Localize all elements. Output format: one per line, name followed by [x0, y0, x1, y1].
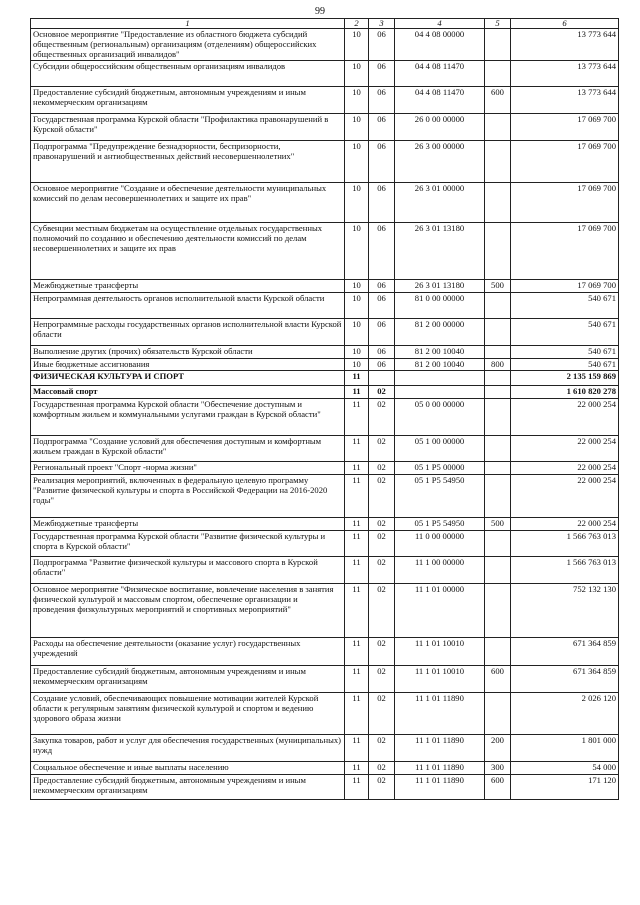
subsection-code-cell: 02	[369, 398, 395, 435]
table-row	[31, 761, 619, 774]
amount-cell: 540 671	[511, 358, 619, 370]
expense-name-cell: Предоставление субсидий бюджетным, автономным учреждениям и иным некоммерческим организациям	[31, 665, 345, 692]
target-article-cell	[395, 370, 485, 385]
table-row	[31, 140, 619, 182]
expense-name-cell: Социальное обеспечение и иные выплаты населению	[31, 761, 345, 774]
expense-name-cell: ФИЗИЧЕСКАЯ КУЛЬТУРА И СПОРТ	[31, 370, 345, 385]
section-code-cell: 11	[345, 637, 369, 665]
table-row	[31, 474, 619, 517]
expense-type-cell: 600	[485, 774, 511, 799]
expense-name-cell: Иные бюджетные ассигнования	[31, 358, 345, 370]
amount-cell: 17 069 700	[511, 113, 619, 140]
expense-name-cell: Основное мероприятие "Создание и обеспечение деятельности муниципальных комиссий по делам несовершеннолетних и защите их прав"	[31, 182, 345, 222]
table-row	[31, 279, 619, 292]
expense-name-cell: Предоставление субсидий бюджетным, автономным учреждениям и иным некоммерческим организациям	[31, 774, 345, 799]
target-article-cell: 11 1 01 11890	[395, 734, 485, 761]
expense-type-cell	[485, 182, 511, 222]
target-article-cell: 04 4 08 11470	[395, 60, 485, 86]
section-code-cell: 10	[345, 292, 369, 318]
subsection-code-cell: 02	[369, 474, 395, 517]
expense-type-cell	[485, 385, 511, 398]
expense-name-cell: Основное мероприятие "Физическое воспитание, вовлечение населения в занятия физической культурой и массовым спортом, обеспечение организации и проведения физкультурных мероприятий и спортивных мероприятий"	[31, 583, 345, 637]
expense-type-cell: 600	[485, 665, 511, 692]
target-article-cell: 04 4 08 00000	[395, 29, 485, 61]
table-row	[31, 29, 619, 61]
target-article-cell: 81 2 00 10040	[395, 358, 485, 370]
subsection-code-cell: 02	[369, 530, 395, 556]
table-row	[31, 556, 619, 583]
section-code-cell: 11	[345, 461, 369, 474]
section-code-cell: 10	[345, 140, 369, 182]
expense-name-cell: Основное мероприятие "Предоставление из областного бюджета субсидий общественным (региональным) организациям (отделениям) общероссийских общественных организаций инвалидов"	[31, 29, 345, 61]
expense-name-cell: Непрограммные расходы государственных органов исполнительной власти Курской области	[31, 318, 345, 345]
amount-cell: 1 566 763 013	[511, 530, 619, 556]
expense-name-cell: Межбюджетные трансферты	[31, 517, 345, 530]
amount-cell: 13 773 644	[511, 29, 619, 61]
expense-type-cell	[485, 222, 511, 279]
target-article-cell: 11 0 00 00000	[395, 530, 485, 556]
section-code-cell: 11	[345, 774, 369, 799]
target-article-cell	[395, 385, 485, 398]
subsection-code-cell: 02	[369, 692, 395, 734]
expense-type-cell	[485, 292, 511, 318]
expense-name-cell: Субвенции местным бюджетам на осуществление отдельных государственных полномочий по созданию и обеспечению деятельности комиссий по делам несовершеннолетних и защите их прав	[31, 222, 345, 279]
subsection-code-cell: 02	[369, 385, 395, 398]
section-code-cell: 11	[345, 583, 369, 637]
expense-type-cell	[485, 556, 511, 583]
section-code-cell: 10	[345, 318, 369, 345]
subsection-code-cell: 02	[369, 461, 395, 474]
expense-name-cell: Региональный проект "Спорт -норма жизни"	[31, 461, 345, 474]
expense-name-cell: Закупка товаров, работ и услуг для обеспечения государственных (муниципальных) нужд	[31, 734, 345, 761]
amount-cell: 17 069 700	[511, 182, 619, 222]
column-number: 2	[345, 19, 369, 29]
subsection-code-cell: 06	[369, 318, 395, 345]
expense-name-cell: Государственная программа Курской области "Развитие физической культуры и спорта в Курской области"	[31, 530, 345, 556]
expense-type-cell	[485, 530, 511, 556]
section-code-cell: 10	[345, 182, 369, 222]
target-article-cell: 26 0 00 00000	[395, 113, 485, 140]
table-row	[31, 385, 619, 398]
section-code-cell: 11	[345, 435, 369, 461]
table-row	[31, 734, 619, 761]
subsection-code-cell: 02	[369, 517, 395, 530]
section-code-cell: 11	[345, 734, 369, 761]
expense-name-cell: Субсидии общероссийским общественным организациям инвалидов	[31, 60, 345, 86]
amount-cell: 1 566 763 013	[511, 556, 619, 583]
expense-type-cell	[485, 692, 511, 734]
amount-cell: 171 120	[511, 774, 619, 799]
amount-cell: 752 132 130	[511, 583, 619, 637]
subsection-code-cell: 06	[369, 358, 395, 370]
expense-name-cell: Реализация мероприятий, включенных в федеральную целевую программу "Развитие физической культуры и спорта в Российской Федерации на 2016-2020 годы"	[31, 474, 345, 517]
target-article-cell: 11 1 01 11890	[395, 761, 485, 774]
table-row	[31, 530, 619, 556]
expense-name-cell: Расходы на обеспечение деятельности (оказание услуг) государственных учреждений	[31, 637, 345, 665]
target-article-cell: 26 3 01 13180	[395, 222, 485, 279]
target-article-cell: 26 3 01 00000	[395, 182, 485, 222]
table-row	[31, 86, 619, 113]
subsection-code-cell: 02	[369, 583, 395, 637]
section-code-cell: 11	[345, 398, 369, 435]
amount-cell: 1 801 000	[511, 734, 619, 761]
amount-cell: 13 773 644	[511, 86, 619, 113]
section-code-cell: 10	[345, 279, 369, 292]
subsection-code-cell: 02	[369, 556, 395, 583]
amount-cell: 22 000 254	[511, 398, 619, 435]
table-row	[31, 692, 619, 734]
table-row	[31, 637, 619, 665]
table-row	[31, 222, 619, 279]
column-number: 3	[369, 19, 395, 29]
section-code-cell: 10	[345, 358, 369, 370]
section-code-cell: 10	[345, 60, 369, 86]
subsection-code-cell: 06	[369, 86, 395, 113]
expense-type-cell	[485, 140, 511, 182]
table-row	[31, 182, 619, 222]
expense-name-cell: Подпрограмма "Создание условий для обеспечения доступным и комфортным жильем граждан в Курской области"	[31, 435, 345, 461]
target-article-cell: 26 3 01 13180	[395, 279, 485, 292]
amount-cell: 17 069 700	[511, 279, 619, 292]
expense-type-cell: 800	[485, 358, 511, 370]
expense-name-cell: Межбюджетные трансферты	[31, 279, 345, 292]
expense-type-cell: 600	[485, 86, 511, 113]
amount-cell: 540 671	[511, 292, 619, 318]
target-article-cell: 05 1 00 00000	[395, 435, 485, 461]
expense-type-cell	[485, 583, 511, 637]
expense-type-cell: 500	[485, 517, 511, 530]
subsection-code-cell: 06	[369, 182, 395, 222]
target-article-cell: 11 1 01 11890	[395, 692, 485, 734]
amount-cell: 13 773 644	[511, 60, 619, 86]
expense-type-cell	[485, 318, 511, 345]
target-article-cell: 11 1 01 10010	[395, 637, 485, 665]
table-body	[31, 29, 619, 800]
expense-name-cell: Предоставление субсидий бюджетным, автономным учреждениям и иным некоммерческим организациям	[31, 86, 345, 113]
target-article-cell: 05 0 00 00000	[395, 398, 485, 435]
table-row	[31, 398, 619, 435]
expense-type-cell	[485, 113, 511, 140]
table-row	[31, 665, 619, 692]
table-row	[31, 318, 619, 345]
target-article-cell: 05 1 P5 00000	[395, 461, 485, 474]
expense-type-cell	[485, 370, 511, 385]
section-code-cell: 11	[345, 556, 369, 583]
target-article-cell: 81 2 00 00000	[395, 318, 485, 345]
table-row	[31, 345, 619, 358]
table-row	[31, 517, 619, 530]
expense-name-cell: Государственная программа Курской области "Профилактика правонарушений в Курской области"	[31, 113, 345, 140]
column-number: 6	[511, 19, 619, 29]
expense-type-cell	[485, 29, 511, 61]
table-row	[31, 461, 619, 474]
target-article-cell: 11 1 01 11890	[395, 774, 485, 799]
section-code-cell: 10	[345, 29, 369, 61]
column-number: 1	[31, 19, 345, 29]
amount-cell: 671 364 859	[511, 637, 619, 665]
subsection-code-cell: 06	[369, 279, 395, 292]
amount-cell: 54 000	[511, 761, 619, 774]
section-code-cell: 10	[345, 222, 369, 279]
table-row	[31, 292, 619, 318]
subsection-code-cell: 06	[369, 60, 395, 86]
table-row	[31, 435, 619, 461]
expense-type-cell	[485, 435, 511, 461]
subsection-code-cell: 02	[369, 665, 395, 692]
amount-cell: 1 610 820 278	[511, 385, 619, 398]
target-article-cell: 81 0 00 00000	[395, 292, 485, 318]
table-row	[31, 370, 619, 385]
section-code-cell: 11	[345, 530, 369, 556]
expense-type-cell	[485, 345, 511, 358]
column-number: 4	[395, 19, 485, 29]
amount-cell: 17 069 700	[511, 222, 619, 279]
subsection-code-cell	[369, 370, 395, 385]
expense-name-cell: Создание условий, обеспечивающих повышение мотивации жителей Курской области к регулярным занятиям физической культурой и спортом и ведению здорового образа жизни	[31, 692, 345, 734]
subsection-code-cell: 06	[369, 345, 395, 358]
expense-type-cell	[485, 637, 511, 665]
table-row	[31, 583, 619, 637]
subsection-code-cell: 02	[369, 435, 395, 461]
target-article-cell: 11 1 01 10010	[395, 665, 485, 692]
target-article-cell: 04 4 08 11470	[395, 86, 485, 113]
section-code-cell: 11	[345, 665, 369, 692]
budget-table	[30, 18, 619, 800]
table-row	[31, 774, 619, 799]
section-code-cell: 11	[345, 517, 369, 530]
subsection-code-cell: 02	[369, 774, 395, 799]
subsection-code-cell: 06	[369, 140, 395, 182]
target-article-cell: 11 1 01 00000	[395, 583, 485, 637]
column-number: 5	[485, 19, 511, 29]
target-article-cell: 11 1 00 00000	[395, 556, 485, 583]
table-row	[31, 60, 619, 86]
amount-cell: 22 000 254	[511, 517, 619, 530]
table-row	[31, 358, 619, 370]
expense-type-cell: 500	[485, 279, 511, 292]
subsection-code-cell: 06	[369, 113, 395, 140]
section-code-cell: 11	[345, 385, 369, 398]
subsection-code-cell: 02	[369, 761, 395, 774]
subsection-code-cell: 02	[369, 637, 395, 665]
amount-cell: 17 069 700	[511, 140, 619, 182]
expense-name-cell: Подпрограмма "Предупреждение безнадзорности, беспризорности, правонарушений и антиобщественных действий несовершеннолетних"	[31, 140, 345, 182]
expense-name-cell: Выполнение других (прочих) обязательств Курской области	[31, 345, 345, 358]
amount-cell: 2 026 120	[511, 692, 619, 734]
column-number-row	[31, 19, 619, 29]
section-code-cell: 10	[345, 345, 369, 358]
expense-type-cell	[485, 474, 511, 517]
subsection-code-cell: 06	[369, 29, 395, 61]
expense-type-cell	[485, 461, 511, 474]
expense-name-cell: Непрограммная деятельность органов исполнительной власти Курской области	[31, 292, 345, 318]
expense-type-cell	[485, 60, 511, 86]
amount-cell: 540 671	[511, 345, 619, 358]
expense-type-cell: 200	[485, 734, 511, 761]
amount-cell: 22 000 254	[511, 461, 619, 474]
expense-type-cell	[485, 398, 511, 435]
target-article-cell: 05 1 P5 54950	[395, 474, 485, 517]
section-code-cell: 11	[345, 370, 369, 385]
subsection-code-cell: 02	[369, 734, 395, 761]
amount-cell: 22 000 254	[511, 435, 619, 461]
amount-cell: 2 135 159 869	[511, 370, 619, 385]
target-article-cell: 26 3 00 00000	[395, 140, 485, 182]
expense-name-cell: Массовый спорт	[31, 385, 345, 398]
target-article-cell: 05 1 P5 54950	[395, 517, 485, 530]
section-code-cell: 11	[345, 474, 369, 517]
section-code-cell: 11	[345, 761, 369, 774]
section-code-cell: 11	[345, 692, 369, 734]
section-code-cell: 10	[345, 113, 369, 140]
table-row	[31, 113, 619, 140]
page-number: 99	[315, 6, 325, 17]
section-code-cell: 10	[345, 86, 369, 113]
amount-cell: 540 671	[511, 318, 619, 345]
amount-cell: 22 000 254	[511, 474, 619, 517]
subsection-code-cell: 06	[369, 292, 395, 318]
target-article-cell: 81 2 00 10040	[395, 345, 485, 358]
subsection-code-cell: 06	[369, 222, 395, 279]
expense-name-cell: Подпрограмма "Развитие физической культуры и массового спорта в Курской области"	[31, 556, 345, 583]
expense-name-cell: Государственная программа Курской области "Обеспечение доступным и комфортным жильем и коммунальными услугами граждан в Курской области"	[31, 398, 345, 435]
amount-cell: 671 364 859	[511, 665, 619, 692]
expense-type-cell: 300	[485, 761, 511, 774]
